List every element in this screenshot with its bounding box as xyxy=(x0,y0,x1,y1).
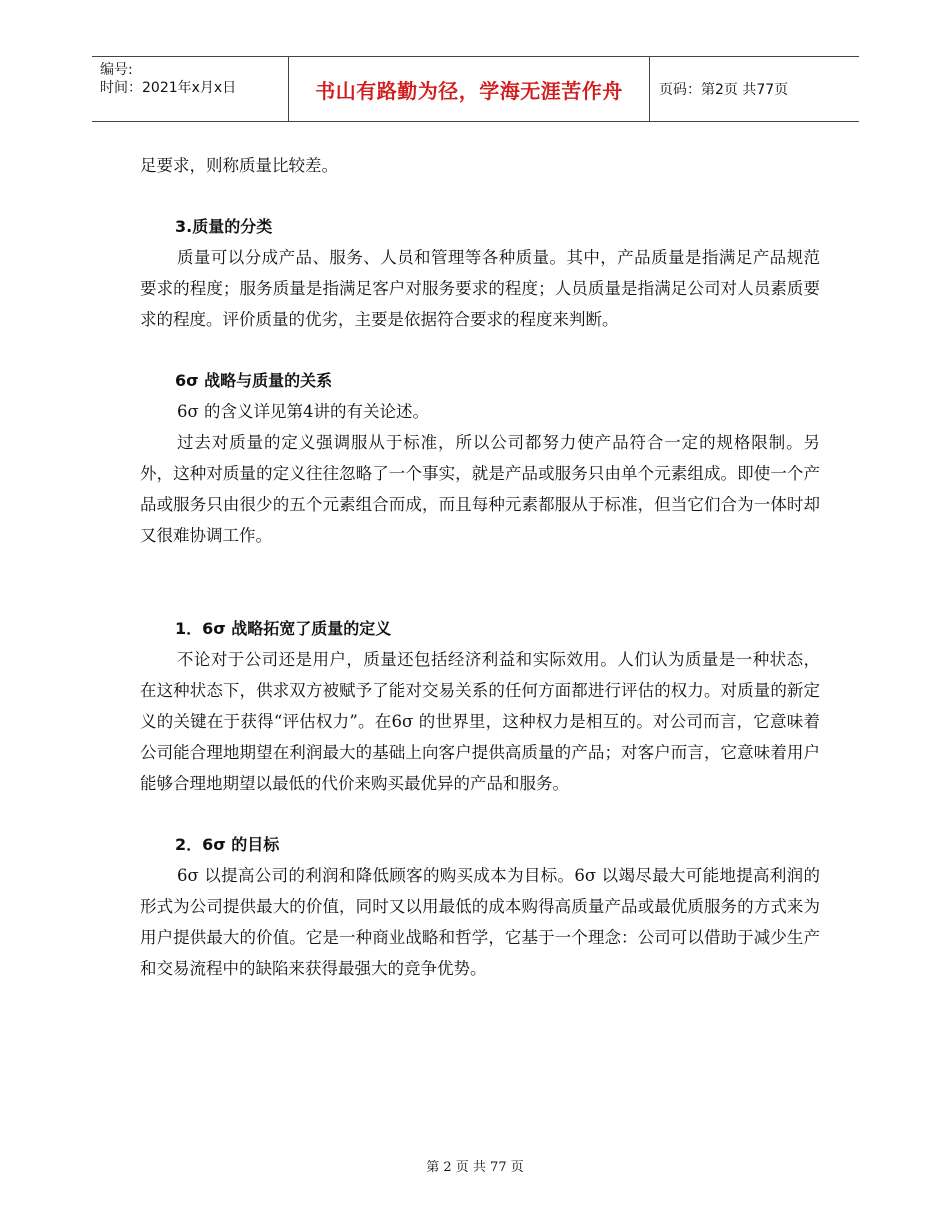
page-header xyxy=(92,56,859,122)
section-heading: 2．6σ 的目标 xyxy=(175,835,280,854)
paragraph: 过去对质量的定义强调服从于标准，所以公司都努力使产品符合一定的规格限制。另外，这种对质量的定义往往忽略了一个事实，就是产品或服务只由单个元素组成。即使一个产品或服务只由很少的五个元素组合而成，而且每种元素都服从于标准，但当它们合为一体时却又很难协调工作。 xyxy=(140,433,820,545)
section-heading: 3.质量的分类 xyxy=(175,217,273,236)
number-label: 编号: xyxy=(100,62,133,78)
paragraph: 质量可以分成产品、服务、人员和管理等各种质量。其中，产品质量是指满足产品规范要求的程度；服务质量是指满足客户对服务要求的程度；人员质量是指满足公司对人员素质要求的程度。评价质量的优劣，主要是依据符合要求的程度来判断。 xyxy=(140,248,820,329)
document-body xyxy=(140,150,820,984)
page-footer: 第 2 页 共 77 页 xyxy=(426,1160,524,1175)
section-heading: 6σ 战略与质量的关系 xyxy=(175,371,333,390)
header-meta xyxy=(100,61,285,97)
header-motto: 书山有路勤为径，学海无涯苦作舟 xyxy=(315,79,623,103)
paragraph: 6σ 以提高公司的利润和降低顾客的购买成本为目标。6σ 以竭尽最大可能地提高利润的形式为公司提供最大的价值，同时又以用最低的成本购得高质量产品或最优质服务的方式来为用户提供最大的价值。它是一种商业战略和哲学，它基于一个理念：公司可以借助于减少生产和交易流程中的缺陷来获得最强大的竞争优势。 xyxy=(140,866,820,978)
paragraph: 6σ 的含义详见第4讲的有关论述。 xyxy=(177,402,430,421)
header-divider xyxy=(649,57,650,121)
section-heading: 1．6σ 战略拓宽了质量的定义 xyxy=(175,619,392,638)
paragraph: 不论对于公司还是用户，质量还包括经济利益和实际效用。人们认为质量是一种状态，在这种状态下，供求双方被赋予了能对交易关系的任何方面都进行评估的权力。对质量的新定义的关键在于获得“评估权力”。在6σ 的世界里，这种权力是相互的。对公司而言，它意味着公司能合理地期望在利润最大的基础上向客户提供高质量的产品；对客户而言，它意味着用户能够合理地期望以最低的代价来购买最优异的产品和服务。 xyxy=(140,650,820,793)
time-label: 时间：2021年x月x日 xyxy=(100,80,237,96)
paragraph: 足要求，则称质量比较差。 xyxy=(140,156,338,175)
header-page-info: 页码：第2页 共77页 xyxy=(659,82,789,98)
